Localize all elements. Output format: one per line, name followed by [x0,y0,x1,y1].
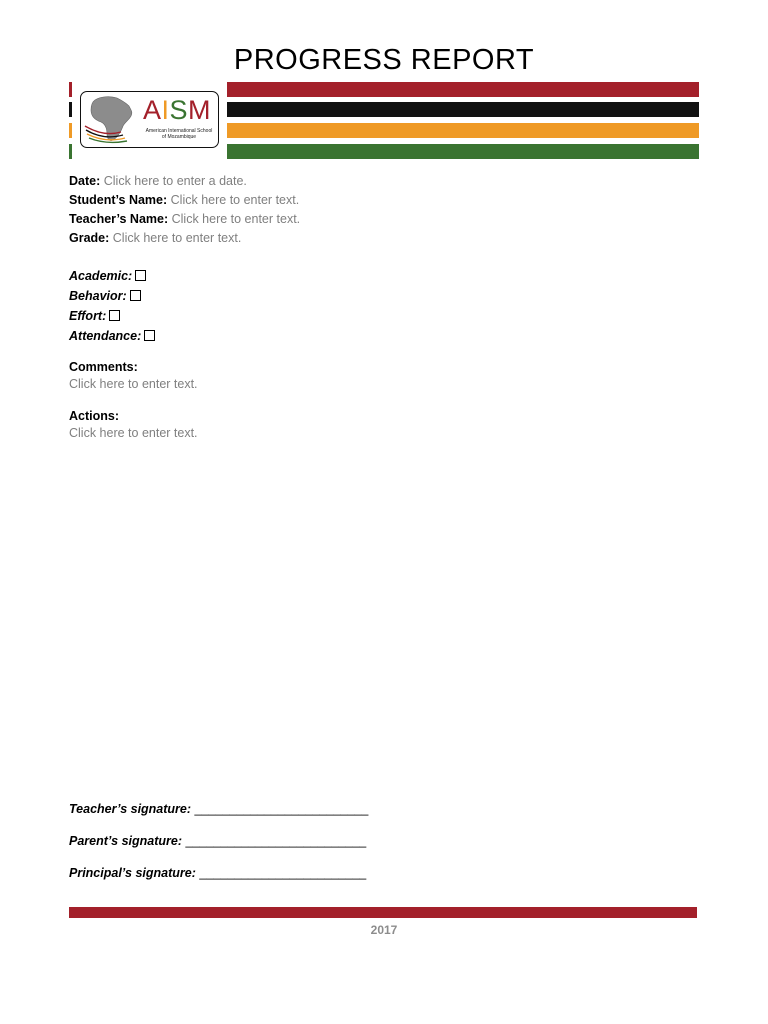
parent-signature: Parent’s signature: __________________________ [69,834,367,848]
date-input[interactable]: Click here to enter a date. [103,174,247,188]
header-stripe-left-orange [69,123,72,138]
header-stripe-orange [227,123,699,138]
student-name-field: Student’s Name: Click here to enter text. [69,193,300,207]
principal-signature-line[interactable]: ________________________ [199,866,367,880]
teacher-name-input[interactable]: Click here to enter text. [171,212,301,226]
header-stripe-left-green [69,144,72,159]
attendance-checkbox[interactable] [144,330,155,341]
header-stripe-green [227,144,699,159]
actions-label: Actions: [69,409,119,423]
teacher-signature: Teacher’s signature: _________________________ [69,802,369,816]
header-stripe-left-black [69,102,72,117]
effort-option: Effort: [69,308,120,324]
header-stripe-black [227,102,699,117]
principal-signature: Principal’s signature: ________________________ [69,866,367,880]
comments-label: Comments: [69,360,138,374]
grade-input[interactable]: Click here to enter text. [112,231,242,245]
academic-checkbox[interactable] [135,270,146,281]
student-name-input[interactable]: Click here to enter text. [170,193,300,207]
logo-subtitle: American International School of Mozambique [145,128,213,140]
africa-map-icon [81,92,143,147]
academic-option: Academic: [69,268,146,284]
footer-bar [69,907,697,918]
comments-input[interactable]: Click here to enter text. [69,377,198,391]
teacher-name-field: Teacher’s Name: Click here to enter text. [69,212,301,226]
parent-signature-line[interactable]: __________________________ [185,834,367,848]
teacher-signature-line[interactable]: _________________________ [194,802,369,816]
logo-wordmark: AISM [143,95,212,125]
header-stripe-left-red [69,82,72,97]
effort-checkbox[interactable] [109,310,120,321]
behavior-option: Behavior: [69,288,141,304]
behavior-checkbox[interactable] [130,290,141,301]
actions-input[interactable]: Click here to enter text. [69,426,198,440]
attendance-option: Attendance: [69,328,155,344]
grade-field: Grade: Click here to enter text. [69,231,242,245]
date-field: Date: Click here to enter a date. [69,174,247,188]
school-logo [80,91,219,148]
header-stripe-red [227,82,699,97]
page-title: PROGRESS REPORT [233,44,535,76]
footer-year: 2017 [370,923,398,937]
